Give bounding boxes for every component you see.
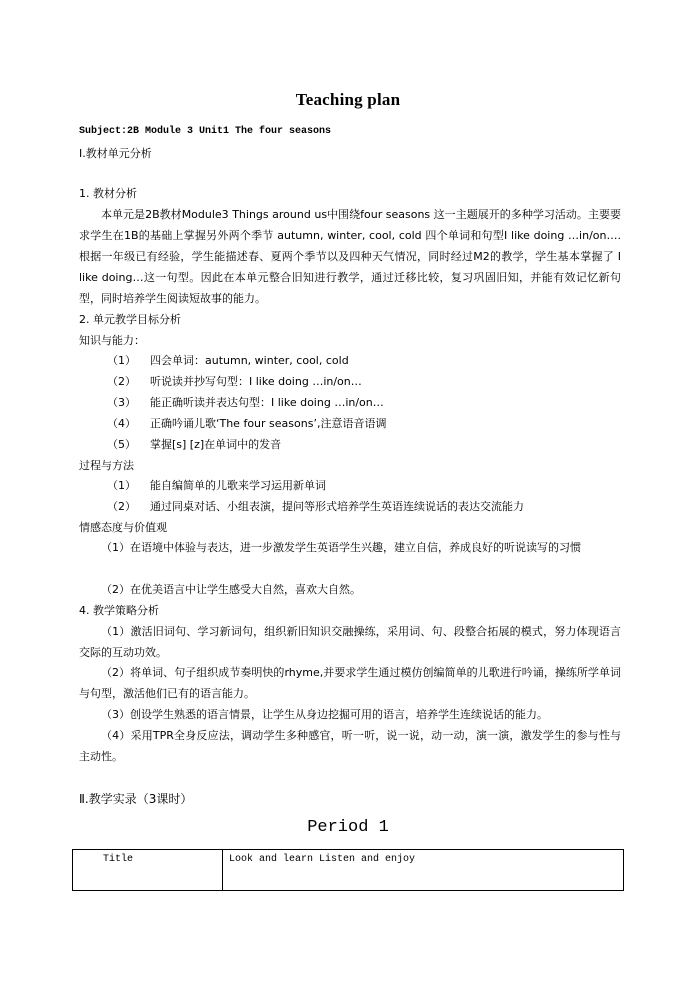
knowledge-text: 能正确听读并表达句型：I like doing …in/on… xyxy=(150,396,384,409)
section2-heading: Ⅱ.教学实录（3课时） xyxy=(79,792,193,806)
knowledge-num: （4） xyxy=(107,417,136,430)
strategy-item: （4）采用TPR全身反应法，调动学生多种感官，听一听，说一说，动一动，演一演，激发学生的参与性与主动性。 xyxy=(79,729,621,763)
table-row xyxy=(73,850,624,891)
section1-heading: Ⅰ.教材单元分析 xyxy=(79,147,152,160)
page-title: Teaching plan xyxy=(295,90,401,109)
lesson-table xyxy=(72,849,624,891)
item1-heading: 1. 教材分析 xyxy=(79,187,137,200)
knowledge-num: （3） xyxy=(107,396,136,409)
knowledge-num: （5） xyxy=(107,438,136,451)
period-title: Period 1 xyxy=(307,818,389,837)
knowledge-text: 掌握[s] [z]在单词中的发音 xyxy=(150,438,282,451)
knowledge-text: 听说读并抄写句型：I like doing …in/on… xyxy=(150,375,362,388)
table-label-cell: Title xyxy=(73,850,223,891)
knowledge-num: （2） xyxy=(107,375,136,388)
strategy-item: （1）激活旧词句、学习新词句，组织新旧知识交融操练，采用词、句、段整合拓展的模式，努力体现语言交际的互动功效。 xyxy=(79,625,621,659)
item2-heading: 2. 单元教学目标分析 xyxy=(79,313,181,326)
knowledge-text: 正确吟诵儿歌‘The four seasons’,注意语音语调 xyxy=(150,417,387,430)
subject-line: Subject:2B Module 3 Unit1 The four seasons xyxy=(79,126,332,137)
process-num: （1） xyxy=(107,479,136,492)
emotion-item: （1）在语境中体验与表达，进一步激发学生英语学生兴趣，建立自信，养成良好的听说读写的习惯 xyxy=(101,541,581,554)
emotion-item: （2）在优美语言中让学生感受大自然，喜欢大自然。 xyxy=(101,583,361,596)
strategy-item: （2）将单词、句子组织成节奏明快的rhyme,并要求学生通过模仿创编简单的儿歌进行吟诵，操练所学单词与句型，激活他们已有的语言能力。 xyxy=(79,666,621,700)
knowledge-num: （1） xyxy=(107,354,136,367)
item1-paragraph: 本单元是2B教材Module3 Things around us中围绕four seasons 这一主题展开的多种学习活动。主要要求学生在1B的基础上掌握另外两个季节 autumn, winter, cool, cold 四个单词和句型I like doing …in/on….根据一年级已有经验，学生能描述春、夏两个季节以及四种天气情况，同时经过M2的教学，学生基本掌握了 I like doing…这一句型。因此在本单元整合旧知进行教学，通过迁移比较，复习巩固旧知，并能有效记忆新句型，同时培养学生阅读短故事的能力。 xyxy=(79,208,621,305)
process-num: （2） xyxy=(107,500,136,513)
process-heading: 过程与方法 xyxy=(79,459,134,472)
process-text: 通过同桌对话、小组表演，提问等形式培养学生英语连续说话的表达交流能力 xyxy=(150,500,524,513)
strategy-item: （3）创设学生熟悉的语言情景，让学生从身边挖掘可用的语言，培养学生连续说话的能力。 xyxy=(101,708,548,721)
knowledge-heading: 知识与能力： xyxy=(79,334,145,347)
process-text: 能自编简单的儿歌来学习运用新单词 xyxy=(150,479,326,492)
emotion-heading: 情感态度与价值观 xyxy=(79,521,167,534)
item4-heading: 4. 教学策略分析 xyxy=(79,604,159,617)
knowledge-text: 四会单词：autumn, winter, cool, cold xyxy=(150,354,349,367)
table-value-cell: Look and learn Listen and enjoy xyxy=(223,850,624,891)
